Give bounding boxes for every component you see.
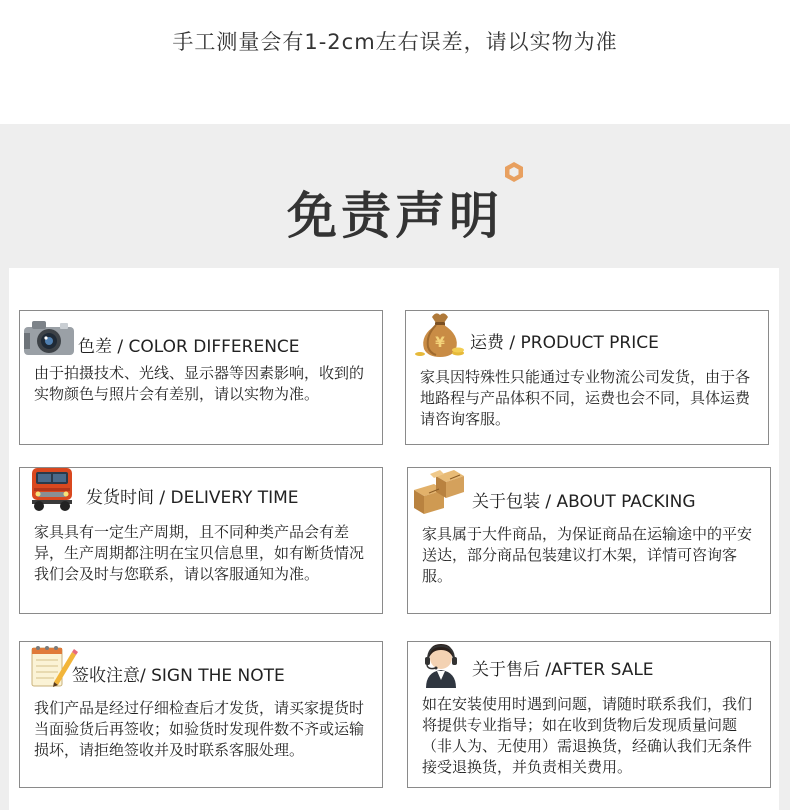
card-body: 由于拍摄技术、光线、显示器等因素影响，收到的实物颜色与照片会有差别，请以实物为准。 (34, 364, 365, 403)
card-header (24, 642, 285, 690)
boxes-icon (410, 468, 468, 516)
card-after-sale (407, 641, 771, 788)
card-title: 关于售后 /AFTER SALE (472, 660, 654, 680)
customer-service-icon (412, 640, 470, 688)
card-delivery-time (19, 467, 383, 614)
card-sign-the-note (19, 641, 383, 788)
card-color-difference (19, 310, 383, 445)
card-header (24, 464, 299, 512)
card-header (410, 468, 696, 516)
card-title: 色差 / COLOR DIFFERENCE (78, 337, 300, 357)
card-body: 家具属于大件商品，为保证商品在运输途中的平安送达，部分商品包装建议打木架，详情可咨询客服。 (422, 525, 753, 585)
card-header (20, 313, 300, 361)
camera-icon (20, 313, 78, 361)
section-title: 免责声明 (287, 187, 503, 245)
card-title: 签收注意/ SIGN THE NOTE (72, 666, 285, 686)
money-bag-icon (412, 309, 470, 357)
card-title: 运费 / PRODUCT PRICE (470, 333, 659, 353)
card-title: 关于包装 / ABOUT PACKING (472, 492, 696, 512)
card-about-packing (407, 467, 771, 614)
card-body: 我们产品是经过仔细检查后才发货，请买家提货时当面验货后再签收；如验货时发现件数不齐或运输损坏，请拒绝签收并及时联系客服处理。 (34, 699, 365, 759)
top-note-section (0, 0, 790, 124)
card-title: 发货时间 / DELIVERY TIME (86, 488, 299, 508)
card-header (412, 309, 659, 357)
card-body: 家具因特殊性只能通过专业物流公司发货，由于各地路程与产品体积不同，运费也会不同，具体运费请咨询客服。 (420, 368, 751, 428)
card-header (412, 640, 654, 688)
card-product-price (405, 310, 769, 445)
truck-icon (24, 464, 82, 512)
card-body: 家具具有一定生产周期，且不同种类产品会有差异，生产周期都注明在宝贝信息里，如有断货情况我们会及时与您联系，请以客服通知为准。 (34, 523, 365, 583)
svg-text:¥: ¥ (435, 335, 445, 351)
card-body: 如在安装使用时遇到问题，请随时联系我们，我们将提供专业指导；如在收到货物后发现质量问题（非人为、无使用）需退换货，经确认我们无条件接受退换货，并负责相关费用。 (422, 695, 753, 776)
measurement-note: 手工测量会有1-2cm左右误差，请以实物为准 (172, 30, 618, 54)
